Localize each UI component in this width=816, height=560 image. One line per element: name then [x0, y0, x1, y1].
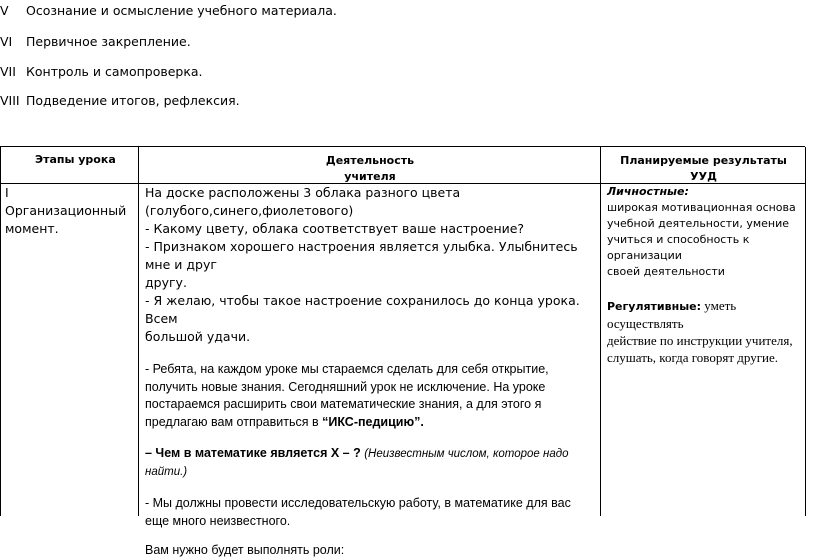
stage-line-v [0, 3, 337, 18]
teacher-cell [145, 184, 597, 560]
header-teacher-line1: Деятельность [325, 154, 415, 167]
stage-number: VI [0, 34, 13, 49]
teacher-p5-line4-text: предлагаю вам отправиться в [145, 414, 323, 429]
results-reg-line2: действие по инструкции учителя, [607, 333, 793, 348]
stage-text: Контроль и самопроверка. [26, 64, 203, 79]
stage-text: Первичное закрепление. [26, 34, 191, 49]
teacher-p4-line1: - Я желаю, чтобы такое настроение сохранилось до конца урока. Всем [145, 293, 580, 326]
teacher-p3-line1: - Признаком хорошего настроения является улыбка. Улыбнитесь мне и друг [145, 239, 578, 272]
header-results-line1: Планируемые результаты [620, 154, 787, 167]
lesson-table [0, 146, 805, 557]
teacher-p6-question: – Чем в математике является Х – ? [145, 446, 365, 460]
teacher-p7-line1: - Мы должны провести исследовательскую работу, в математике для вас [145, 496, 571, 510]
teacher-p5-line3: постараемся расширить свои математические знания, а для этого я [145, 397, 542, 411]
teacher-p5-line4 [145, 414, 597, 432]
stage-text: Подведение итогов, рефлексия. [26, 93, 240, 108]
results-personal-line4: своей деятельности [607, 265, 725, 278]
stage-number: VIII [0, 93, 20, 108]
header-results [601, 153, 806, 185]
header-results-line2: УУД [690, 170, 717, 183]
stage-line-viii [0, 93, 240, 108]
teacher-p6-line1 [145, 445, 597, 464]
stage-cell-line2: момент. [5, 221, 59, 236]
teacher-p7-line2: еще много неизвестного. [145, 513, 291, 528]
results-reg-line3: слушать, когда говорят другие. [607, 350, 779, 365]
teacher-p1-line1: На доске расположены 3 облака разного цвета [145, 185, 461, 200]
stage-cell-number: I [5, 185, 9, 200]
stage-line-vi [0, 34, 191, 49]
results-personal-line2: учебной деятельности, умение [607, 217, 790, 230]
teacher-p5-line2: получить новые знания. Сегодняшний урок не исключение. На уроке [145, 379, 546, 394]
teacher-p5-expedition: “ИКС-педицию”. [322, 414, 424, 429]
results-personal-title: Личностные: [607, 185, 689, 198]
teacher-p6-answer: (Неизвестным числом, которое надо [364, 448, 569, 460]
teacher-p5-line1: - Ребята, на каждом уроке мы стараемся сделать для себя открытие, [145, 362, 549, 376]
header-teacher-line2: учителя [344, 170, 396, 183]
stage-line-vii [0, 64, 203, 79]
stage-cell-name: Организационный [5, 203, 127, 218]
stage-text: Осознание и осмысление учебного материала. [26, 3, 337, 18]
teacher-p6-line2: найти.) [145, 465, 188, 478]
stage-cell-line1 [5, 184, 137, 220]
results-personal [607, 184, 803, 280]
teacher-p2: - Какому цвету, облака соответствует ваше настроение? [145, 221, 525, 236]
teacher-p3-line2: другу. [145, 275, 187, 290]
header-stages: Этапы урока [35, 153, 116, 166]
teacher-p1-line2: (голубого,синего,фиолетового) [145, 203, 354, 218]
stage-number: V [0, 3, 9, 18]
teacher-p4-line2: большой удачи. [145, 329, 251, 344]
stage-number: VII [0, 64, 16, 79]
stage-cell [5, 184, 137, 238]
header-teacher [139, 153, 601, 185]
results-personal-line1: широкая мотивационная основа [607, 201, 796, 214]
results-personal-line3: учиться и способность к организации [607, 233, 750, 262]
results-cell [607, 184, 803, 366]
results-reg-line1 [607, 297, 803, 332]
results-reg-line1-text: уметь осуществлять [607, 298, 737, 331]
teacher-p8: Вам нужно будет выполнять роли: [145, 543, 345, 557]
results-regulative [607, 297, 803, 366]
results-reg-title: Регулятивные: [607, 300, 702, 313]
